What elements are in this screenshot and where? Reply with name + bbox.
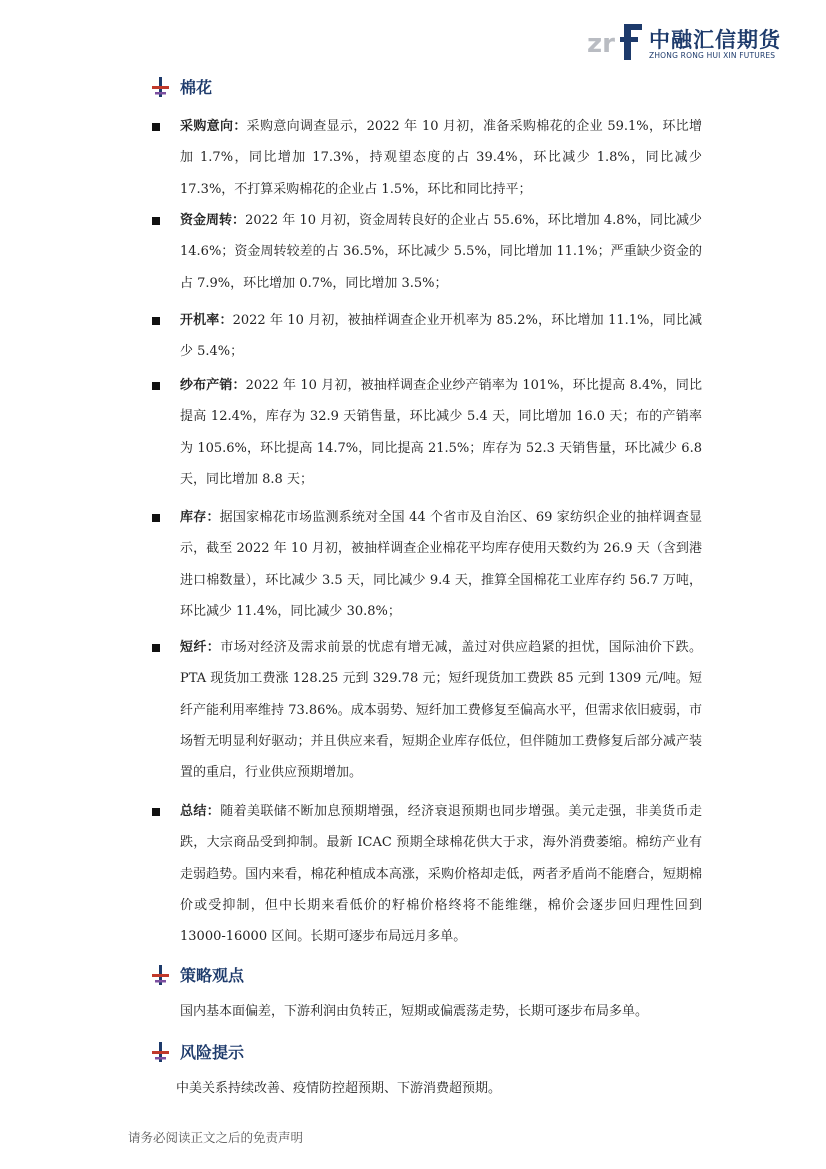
section-title: 风险提示 — [180, 1043, 245, 1062]
paragraph-text: 2022 年 10 月初，被抽样调查企业开机率为 85.2%，环比增加 11.1%，同比减少 5.4%； — [180, 313, 702, 360]
paragraph-operating-rate — [180, 305, 702, 368]
paragraph-staple-fiber — [180, 632, 702, 788]
paragraph-text: 据国家棉花市场监测系统对全国 44 个省市及自治区、69 家纺织企业的抽样调查显示，截至 2022 年 10 月初，被抽样调查企业棉花平均库存使用天数约为 26.9 天（含到港进口棉数量），环比减少 3.5 天，同比减少 9.4 天，推算全国棉花工业库存约 56.7 万吨，环比减少 11.4%，同比减少 30.8%； — [180, 510, 702, 619]
paragraph-purchase-intent — [180, 111, 702, 205]
company-logo — [587, 20, 781, 64]
section-title: 棉花 — [180, 78, 213, 97]
paragraph-label: 资金周转： — [180, 213, 246, 228]
paragraph-summary — [180, 796, 702, 952]
section-marker-icon — [150, 965, 172, 987]
paragraph-capital-turnover — [180, 205, 702, 299]
paragraph-yarn-cloth-sales — [180, 370, 702, 495]
paragraph-text: 随着美联储不断加息预期增强，经济衰退预期也同步增强。美元走强，非美货币走跌，大宗商品受到抑制。最新 ICAC 预期全球棉花供大于求，海外消费萎缩。棉纺产业有走弱趋势。国内来看，棉花种植成本高涨，采购价格却走低，两者矛盾尚不能磨合，短期棉价或受抑制，但中长期来看低价的籽棉价格终将不能维继，棉价会逐步回归理性回到 13000-16000 区间。长期可逐步布局远月多单。 — [180, 804, 702, 945]
paragraph-label: 采购意向： — [180, 119, 247, 134]
logo-english-name: ZHONG RONG HUI XIN FUTURES — [649, 51, 776, 60]
logo-chinese-name: 中融汇信期货 — [649, 28, 781, 52]
disclaimer-footer: 请务必阅读正文之后的免责声明 — [128, 1130, 304, 1145]
risk-text: 中美关系持续改善、疫情防控超预期、下游消费超预期。 — [176, 1081, 502, 1096]
paragraph-text: 市场对经济及需求前景的忧虑有增无减，盖过对供应趋紧的担忧，国际油价下跌。PTA 现货加工费涨 128.25 元到 329.78 元；短纤现货加工费跌 85 元到 1309 元/吨。短纤产能利用率维持 73.86%。成本弱势、短纤加工费修复至偏高水平，但需求依旧疲弱，市场暂无明显利好驱动；并且供应来看，短期企业库存低位，但伴随加工费修复后部分减产装置的重启，行业供应预期增加。 — [180, 640, 702, 781]
paragraph-label: 纱布产销： — [180, 378, 246, 393]
paragraph-label: 开机率： — [180, 313, 233, 328]
paragraph-label: 库存： — [180, 510, 220, 525]
paragraph-inventory — [180, 502, 702, 627]
paragraph-text: 2022 年 10 月初，被抽样调查企业纱产销率为 101%，环比提高 8.4%，同比提高 12.4%，库存为 32.9 天销售量，环比减少 5.4 天，同比增加 16.0 天；布的产销率为 105.6%，环比提高 14.7%，同比提高 21.5%；库存为 52.3 天销售量，环比减少 6.8 天，同比增加 8.8 天； — [180, 378, 702, 487]
paragraph-text: 2022 年 10 月初，资金周转良好的企业占 55.6%，环比增加 4.8%，同比减少 14.6%；资金周转较差的占 36.5%，环比减少 5.5%，同比增加 11.1%；严重缺少资金的占 7.9%，环比增加 0.7%，同比增加 3.5%； — [180, 213, 702, 291]
logo-mark-icon — [587, 20, 645, 64]
paragraph-text: 采购意向调查显示，2022 年 10 月初，准备采购棉花的企业 59.1%，环比增加 1.7%，同比增加 17.3%，持观望态度的占 39.4%，环比减少 1.8%，同比减少 17.3%，不打算采购棉花的企业占 1.5%，环比和同比持平； — [180, 119, 702, 197]
section-title: 策略观点 — [180, 966, 245, 985]
paragraph-label: 短纤： — [180, 640, 221, 655]
section-marker-icon — [150, 77, 172, 99]
svg-text:zr: zr — [587, 29, 615, 59]
paragraph-label: 总结： — [180, 804, 221, 819]
strategy-text: 国内基本面偏差，下游利润由负转正，短期或偏震荡走势，长期可逐步布局多单。 — [180, 1004, 649, 1019]
section-marker-icon — [150, 1042, 172, 1064]
